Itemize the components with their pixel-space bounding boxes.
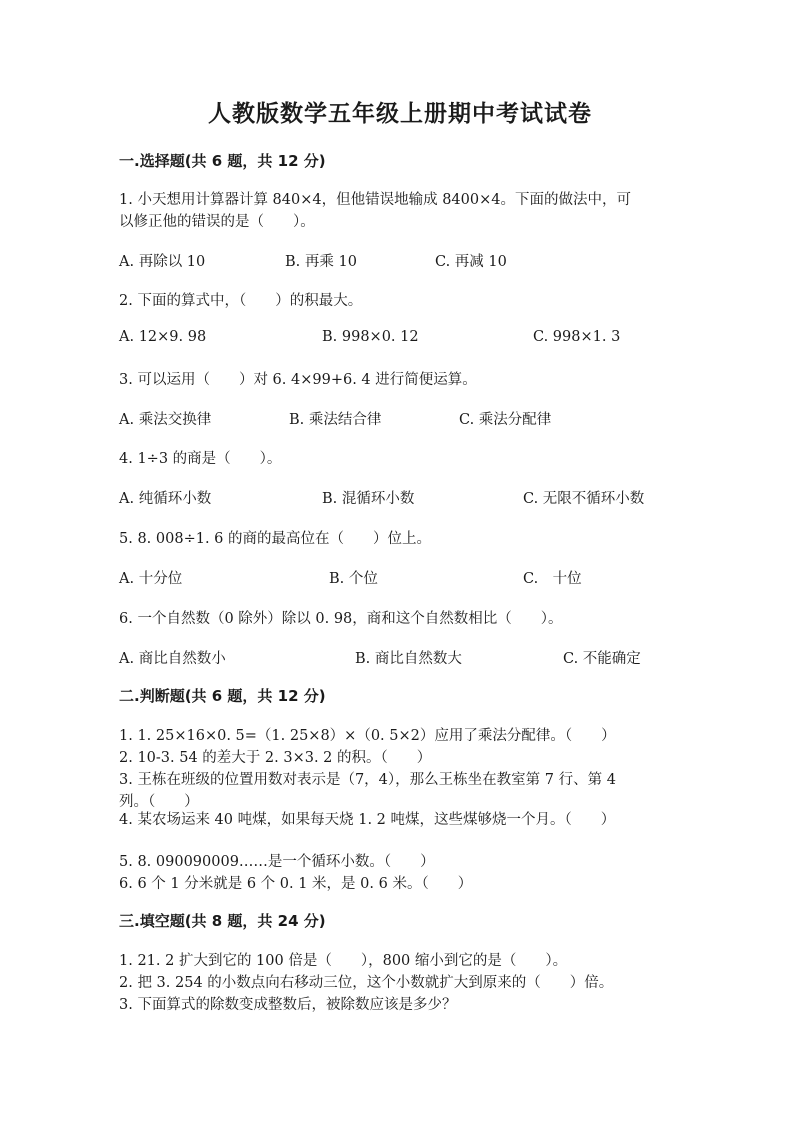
question-6-option-c: C. 不能确定 — [563, 651, 641, 667]
question-1-option-b: B. 再乘 10 — [285, 254, 357, 270]
question-5-option-a: A. 十分位 — [119, 571, 183, 587]
question-4-line-1: 4. 1÷3 的商是（ ）。 — [119, 451, 282, 467]
section-heading-fill-in: 三.填空题(共 8 题，共 24 分) — [119, 912, 326, 930]
exam-title: 人教版数学五年级上册期中考试试卷 — [208, 101, 592, 127]
judgement-line-6: 6. 6 个 1 分米就是 6 个 0. 1 米，是 0. 6 米。（ ） — [119, 876, 473, 892]
question-2-option-b: B. 998×0. 12 — [322, 329, 419, 345]
question-6-option-b: B. 商比自然数大 — [355, 651, 462, 667]
judgement-line-4: 4. 某农场运来 40 吨煤，如果每天烧 1. 2 吨煤，这些煤够烧一个月。（ ） — [119, 812, 616, 828]
question-6-line-1: 6. 一个自然数（0 除外）除以 0. 98，商和这个自然数相比（ ）。 — [119, 611, 563, 627]
question-2-line-1: 2. 下面的算式中，（ ）的积最大。 — [119, 293, 363, 309]
section-heading-multiple-choice: 一.选择题(共 6 题，共 12 分) — [119, 152, 326, 170]
question-5-option-c: C. 十位 — [523, 571, 582, 587]
question-3-option-b: B. 乘法结合律 — [289, 412, 382, 428]
question-2-option-c: C. 998×1. 3 — [533, 329, 621, 345]
judgement-line-2: 2. 10-3. 54 的差大于 2. 3×3. 2 的积。（ ） — [119, 750, 432, 766]
section-heading-true-false: 二.判断题(共 6 题，共 12 分) — [119, 687, 326, 705]
fill-in-line-1: 1. 21. 2 扩大到它的 100 倍是（ ），800 缩小到它的是（ ）。 — [119, 953, 568, 969]
fill-in-line-3: 3. 下面算式的除数变成整数后，被除数应该是多少？ — [119, 997, 457, 1013]
question-2-option-a: A. 12×9. 98 — [119, 329, 207, 345]
question-1-line-2: 以修正他的错误的是（ ）。 — [119, 214, 315, 230]
question-6-option-a: A. 商比自然数小 — [119, 651, 226, 667]
question-3-line-1: 3. 可以运用（ ）对 6. 4×99+6. 4 进行简便运算。 — [119, 372, 477, 388]
judgement-line-1: 1. 1. 25×16×0. 5=（1. 25×8）×（0. 5×2）应用了乘法分配律。（ ） — [119, 728, 616, 744]
question-3-option-c: C. 乘法分配律 — [459, 412, 552, 428]
question-1-option-c: C. 再减 10 — [435, 254, 507, 270]
fill-in-line-2: 2. 把 3. 254 的小数点向右移动三位，这个小数就扩大到原来的（ ）倍。 — [119, 975, 614, 991]
judgement-line-5: 5. 8. 090090009……是一个循环小数。（ ） — [119, 854, 435, 870]
question-4-option-a: A. 纯循环小数 — [119, 491, 212, 507]
question-3-option-a: A. 乘法交换律 — [119, 412, 212, 428]
question-5-line-1: 5. 8. 008÷1. 6 的商的最高位在（ ）位上。 — [119, 531, 431, 547]
question-4-option-b: B. 混循环小数 — [322, 491, 415, 507]
judgement-line-3-continued: 列。（ ） — [119, 794, 199, 810]
question-1-line-1: 1. 小天想用计算器计算 840×4，但他错误地输成 8400×4。下面的做法中，可 — [119, 192, 631, 208]
question-5-option-b: B. 个位 — [329, 571, 378, 587]
question-1-option-a: A. 再除以 10 — [119, 254, 206, 270]
question-4-option-c: C. 无限不循环小数 — [523, 491, 645, 507]
judgement-line-3: 3. 王栋在班级的位置用数对表示是（7，4），那么王栋坐在教室第 7 行、第 4 — [119, 772, 616, 788]
